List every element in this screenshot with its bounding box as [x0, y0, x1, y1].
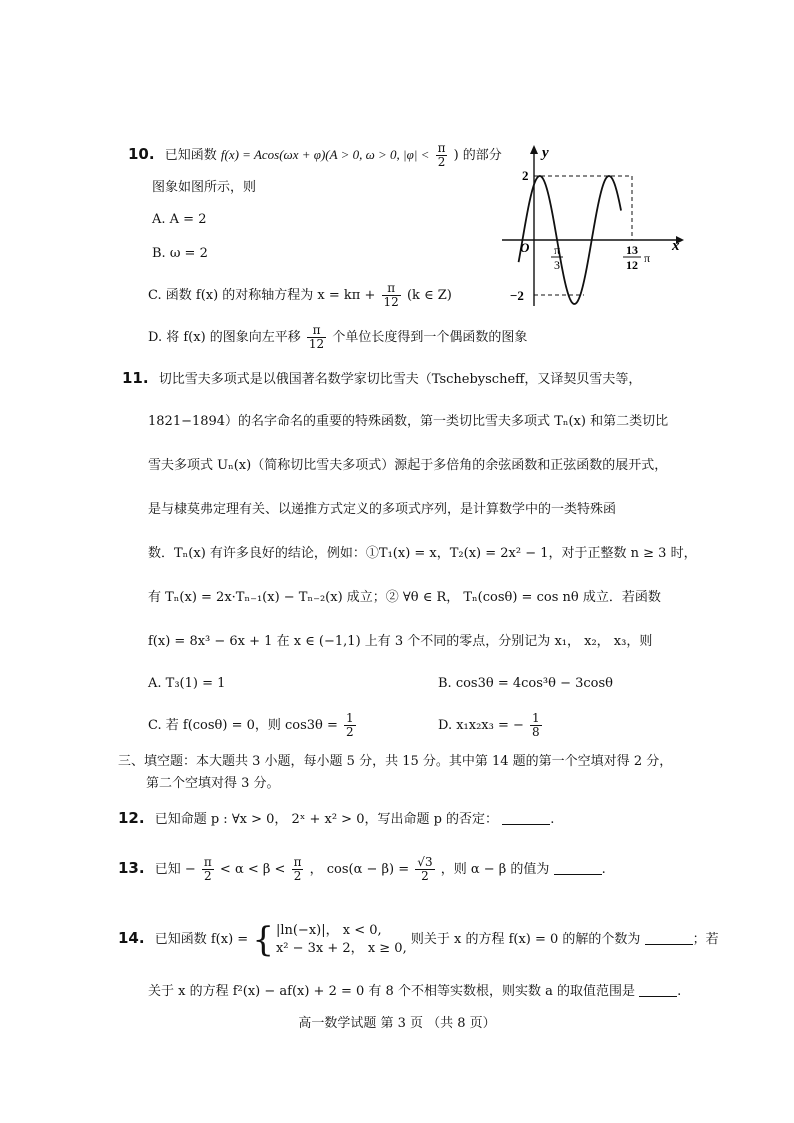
q10-option-b: B. ω = 2 [152, 246, 208, 261]
y-max-label: 2 [522, 168, 529, 183]
q14-brace: { [252, 919, 274, 960]
y-axis-arrow [530, 145, 538, 154]
section3-line1: 三、填空题：本大题共 3 小题，每小题 5 分，共 15 分。其中第 14 题的第一个空填对得 2 分， [118, 754, 673, 769]
q10-line1 [128, 142, 502, 169]
q11-line3: 雪夫多项式 Uₙ(x)（简称切比雪夫多项式）源起于多倍角的余弦函数和正弦函数的展开式， [148, 458, 668, 473]
q12-answer-blank[interactable] [502, 810, 550, 825]
tick2-suffix: π [644, 251, 651, 265]
tick1-den: 3 [554, 258, 560, 272]
tick1-num: π [553, 243, 561, 257]
tick2-num: 13 [626, 243, 638, 257]
q10-option-c: C. 函数 f(x) 的对称轴方程为 x = kπ + $\frac{\pi}{12}$ (k ∈ Z) [148, 281, 452, 309]
origin-label: O [520, 240, 530, 255]
q13-frac1: $\frac{\pi}{2}$ [203, 855, 212, 883]
q13-frac2: $\frac{\pi}{2}$ [293, 855, 302, 883]
q10-option-c-frac: $\frac{\pi}{12}$ [383, 281, 399, 309]
page-footer: 高一数学试题 第 3 页 （共 8 页） [298, 1016, 496, 1031]
q11-line6: 有 Tₙ(x) = 2x·Tₙ₋₁(x) − Tₙ₋₂(x) 成立；② ∀θ ∈ R， Tₙ(cosθ) = cos nθ 成立．若函数 [148, 590, 661, 605]
q11-line2: 1821−1894）的名字命名的重要的特殊函数，第一类切比雪夫多项式 Tₙ(x) 和第二类切比 [148, 414, 669, 429]
q10-option-d: D. 将 f(x) 的图象向左平移 $\frac{\pi}{12}$ 个单位长度得到一个偶函数的图象 [148, 323, 528, 351]
q11-number: 11. [122, 369, 149, 387]
q14-cases: |ln(−x)|， x < 0, x² − 3x + 2， x ≥ 0, [275, 922, 407, 956]
q14-number: 14. [118, 929, 145, 947]
q11-line5: 数．Tₙ(x) 有许多良好的结论，例如：①T₁(x) = x，T₂(x) = 2x² − 1，对于正整数 n ≥ 3 时， [148, 546, 697, 561]
q11-option-d: D. x₁x₂x₃ = − $\frac{1}{8}$ [438, 711, 540, 739]
q13-line: 13. 已知 − $\frac{\pi}{2}$ < α < β < $\frac{\pi}{2}$ ， cos(α − β) = $\frac{√3}{2}$ ，则 α − β 的值为 . [118, 855, 606, 883]
q10-option-a: A. A = 2 [152, 212, 207, 227]
y-min-label: −2 [510, 288, 524, 303]
q11-option-d-frac: $\frac{1}{8}$ [532, 711, 540, 739]
q13-frac3: $\frac{√3}{2}$ [417, 855, 433, 883]
q11-line7: f(x) = 8x³ − 6x + 1 在 x ∈ (−1,1) 上有 3 个不同的零点，分别记为 x₁， x₂， x₃，则 [148, 634, 653, 649]
q10-stem-line2: 图象如图所示，则 [152, 180, 257, 195]
q10-cosine-graph [498, 140, 688, 310]
q10-option-d-frac: $\frac{\pi}{12}$ [308, 323, 325, 351]
q10-stem-a: 已知函数 [164, 148, 217, 163]
q14-answer-blank-2[interactable] [639, 982, 677, 997]
q10-stem-frac: $\frac{\pi}{2}$ [437, 141, 446, 169]
q11-option-c: C. 若 f(cosθ) = 0，则 cos3θ = $\frac{1}{2}$ [148, 711, 354, 739]
q11-line4: 是与棣莫弗定理有关、以递推方式定义的多项式序列，是计算数学中的一类特殊函 [148, 502, 617, 517]
q11-line1: 11. 切比雪夫多项式是以俄国著名数学家切比雪夫（Tschebyscheff，又译契贝雪夫等， [122, 369, 642, 387]
q11-option-b: B. cos3θ = 4cos³θ − 3cosθ [438, 676, 613, 691]
section3-line2: 第二个空填对得 3 分。 [146, 776, 280, 791]
q10-number: 10. [128, 145, 155, 163]
q10-stem-func: f(x) = Acos(ωx + φ)(A > 0, ω > 0, |φ| < [220, 147, 430, 162]
q13-number: 13. [118, 859, 145, 877]
y-label: y [542, 145, 549, 161]
q14-line2: 关于 x 的方程 f²(x) − af(x) + 2 = 0 有 8 个不相等实数根，则实数 a 的取值范围是 . [148, 984, 682, 999]
q11-option-c-frac: $\frac{1}{2}$ [346, 711, 354, 739]
q10-stem-b: ) 的部分 [453, 148, 502, 163]
q14-line1: 14. 已知函数 f(x) = { |ln(−x)|， x < 0, x² − 3x + 2， x ≥ 0, 则关于 x 的方程 f(x) = 0 的解的个数为 ；若 [118, 919, 719, 960]
x-label: x [672, 238, 680, 254]
tick2-den: 12 [626, 258, 638, 272]
q12-line: 12. 已知命题 p : ∀x > 0， 2ˣ + x² > 0，写出命题 p 的否定： . [118, 809, 555, 827]
q11-option-a: A. T₃(1) = 1 [148, 676, 226, 691]
q14-answer-blank-1[interactable] [645, 930, 693, 945]
q12-number: 12. [118, 809, 145, 827]
q13-answer-blank[interactable] [554, 860, 602, 875]
